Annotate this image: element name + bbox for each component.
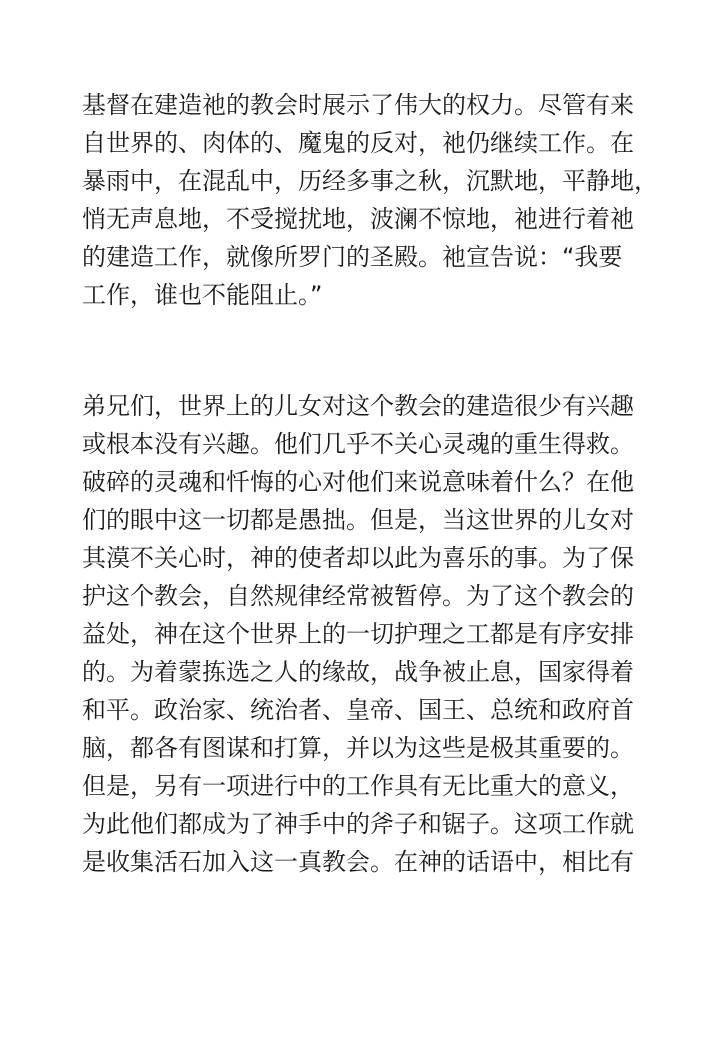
text-line: 护这个教会，自然规律经常被暂停。为了这个教会的 [82,582,634,610]
text-line: 但是，另有一项进行中的工作具有无比重大的意义， [82,772,634,800]
text-line: 的。为着蒙拣选之人的缘故，战争被止息，国家得着 [82,658,634,686]
text-line: 们的眼中这一切都是愚拙。但是，当这世界的儿女对 [82,506,634,534]
text-line: 破碎的灵魂和忏悔的心对他们来说意味着什么？在他 [82,468,634,496]
text-line: 其漠不关心时，神的使者却以此为喜乐的事。为了保 [82,544,634,572]
text-line: 弟兄们，世界上的儿女对这个教会的建造很少有兴趣 [82,392,634,420]
text-line: 基督在建造祂的教会时展示了伟大的权力。尽管有来 [82,91,634,119]
text-line: 为此他们都成为了神手中的斧子和锯子。这项工作就 [82,810,634,838]
text-line: 或根本没有兴趣。他们几乎不关心灵魂的重生得救。 [82,430,634,458]
text-line: 益处，神在这个世界上的一切护理之工都是有序安排 [82,620,634,648]
paragraph-2 [82,387,682,881]
text-line: 自世界的、肉体的、魔鬼的反对，祂仍继续工作。在 [82,129,634,157]
text-line: 工作，谁也不能阻止。” [82,281,323,309]
text-line: 和平。政治家、统治者、皇帝、国王、总统和政府首 [82,696,634,724]
text-line: 是收集活石加入这一真教会。在神的话语中，相比有 [82,848,634,876]
text-line: 的建造工作，就像所罗门的圣殿。祂宣告说：“我要 [82,243,623,271]
paragraph-1 [82,86,682,314]
text-line: 悄无声息地，不受搅扰地，波澜不惊地，祂进行着祂 [82,205,634,233]
text-line: 脑，都各有图谋和打算，并以为这些是极其重要的。 [82,734,634,762]
text-line: 暴雨中，在混乱中，历经多事之秋，沉默地，平静地， [82,167,658,195]
